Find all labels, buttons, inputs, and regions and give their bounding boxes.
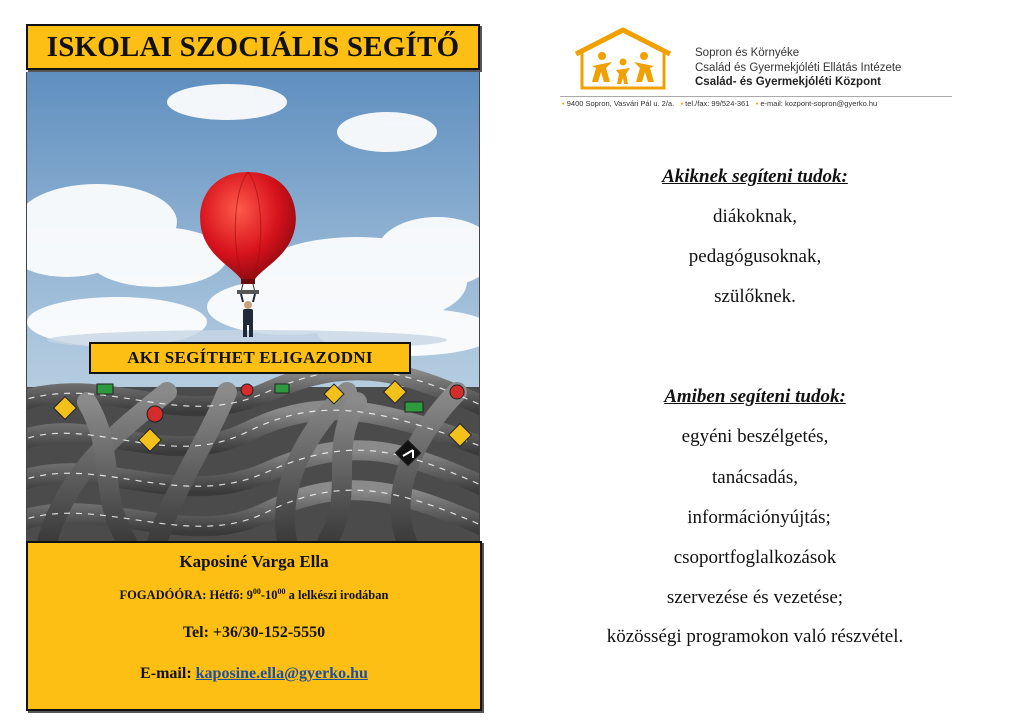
- office-hours-from-minutes: 00: [252, 587, 261, 596]
- house-family-logo-icon: [568, 26, 678, 96]
- balloon-over-roads-illustration: [27, 72, 480, 542]
- logo-line-1: Sopron és Környéke: [695, 47, 800, 59]
- logo-text: [695, 46, 901, 90]
- list-item: csoportfoglalkozások: [673, 547, 837, 568]
- bullet-icon: •: [680, 99, 684, 108]
- logo-line-2: Család és Gyermekjóléti Ellátás Intézete: [695, 61, 902, 74]
- logo-telfax: tel./fax: 99/524-361: [685, 99, 750, 108]
- poster-title: ISKOLAI SZOCIÁLIS SEGÍTŐ: [26, 24, 480, 70]
- how-i-help-section: [540, 386, 970, 656]
- who-i-help-section: [540, 166, 970, 316]
- poster-banner: AKI SEGÍTHET ELIGAZODNI: [89, 342, 411, 374]
- list-item: egyéni beszélgetés,: [681, 426, 829, 447]
- contact-phone: Tel: +36/30-152-5550: [182, 624, 326, 641]
- office-hours-day: : Hétfő: 9: [202, 588, 253, 603]
- list-item: szülőknek.: [714, 286, 796, 307]
- logo-address: 9400 Sopron, Vasvári Pál u. 2/a.: [566, 99, 675, 108]
- contact-name: Kaposiné Varga Ella: [179, 552, 329, 571]
- organization-logo: [560, 26, 952, 116]
- logo-divider: [560, 96, 952, 97]
- office-hours-dash: -10: [260, 588, 278, 603]
- email-link[interactable]: kaposine.ella@gyerko.hu: [195, 665, 368, 682]
- email-label: E-mail:: [140, 665, 196, 682]
- office-hours-place: a lelkészi irodában: [285, 588, 389, 603]
- office-hours-label: FOGADÓÓRA: [119, 588, 203, 603]
- list-item: tanácsadás,: [712, 467, 798, 488]
- office-hours: [28, 587, 480, 603]
- bullet-icon: •: [562, 99, 565, 108]
- contact-box: [26, 541, 482, 711]
- list-item: diákoknak,: [713, 206, 797, 227]
- logo-email: e-mail: kozpont-sopron@gyerko.hu: [760, 99, 878, 108]
- office-hours-to-minutes: 00: [277, 587, 286, 596]
- logo-contact-line: [562, 99, 952, 108]
- poster-image: [26, 72, 480, 542]
- bullet-icon: •: [755, 99, 759, 108]
- list-item: pedagógusoknak,: [688, 246, 822, 267]
- list-item: információnyújtás;: [687, 507, 831, 528]
- contact-email: [28, 665, 480, 683]
- logo-line-3: Család- és Gyermekjóléti Központ: [695, 76, 881, 88]
- list-item: közösségi programokon való részvétel.: [606, 626, 904, 647]
- list-item: szervezése és vezetése;: [666, 587, 844, 608]
- how-i-help-heading: Amiben segíteni tudok:: [664, 386, 846, 407]
- who-i-help-heading: Akiknek segíteni tudok:: [662, 166, 848, 187]
